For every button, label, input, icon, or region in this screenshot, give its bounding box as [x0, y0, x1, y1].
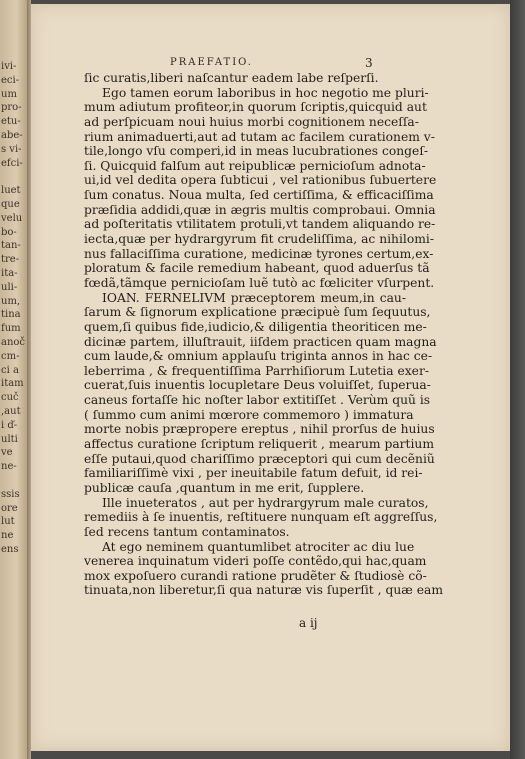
- facing-page-text-fragment: ve: [1, 447, 13, 459]
- text-line: nus fallaciſſima curatione, medicinæ tyrones certum,ex-: [84, 246, 434, 261]
- text-line: rium animaduerti,aut ad tutam ac facilem curationem v-: [84, 129, 435, 144]
- facing-page-text-fragment: eci-: [1, 74, 20, 86]
- text-line: ſum conatus. Noua multa, ſed certiſſima, & efficaciſſima: [84, 188, 434, 203]
- facing-page-text-fragment: abe-: [1, 130, 23, 141]
- text-line: ſarum & ſignorum explicatione præcipuè ſum ſequutus,: [84, 305, 431, 320]
- facing-page-text-fragment: etu-: [1, 116, 21, 128]
- text-line: morte nobis præpropere ereptus , nihil prorſus de huius: [84, 422, 435, 437]
- facing-page-text-fragment: um,: [1, 295, 21, 307]
- facing-page-text-fragment: fum: [1, 323, 21, 335]
- paragraph: [84, 539, 444, 599]
- facing-page-text-fragment: s vi-: [1, 143, 22, 155]
- background-edge: [510, 0, 525, 759]
- text-line: præſidia addidi,quæ in ægris multis comprobaui. Omnia: [84, 202, 436, 217]
- text-line: ploratum & facile remedium habeant, quod aduerſus tã: [84, 261, 430, 276]
- text-line: cum laude,& omnium applauſu triginta annos in hac ce-: [84, 349, 433, 364]
- facing-page-text-fragment: i ď-: [1, 419, 18, 431]
- facing-page-text-fragment: luet: [1, 185, 21, 197]
- text-line: ad perſpicuam noui huius morbi cognitionem neceſſa-: [84, 114, 419, 129]
- facing-page-text-fragment: efci-: [1, 157, 23, 169]
- facing-page-text-fragment: ens: [1, 544, 19, 555]
- text-line: quem,ſi quibus fide,iudicio,& diligentia theoriticen me-: [84, 319, 427, 334]
- facing-page-text-fragment: itam: [1, 378, 24, 390]
- paragraph: [84, 495, 438, 540]
- text-line: mum adiutum profiteor,in quorum ſcriptis,quicquid aut: [84, 100, 427, 115]
- signature-mark: a ij: [299, 616, 318, 630]
- facing-page-text-fragment: que: [1, 199, 20, 210]
- facing-page-text-fragment: tre-: [1, 254, 20, 266]
- text-line: familiariſſimè vixi , per ineuitabile fatum defuit, id rei-: [84, 466, 423, 481]
- facing-page-text-fragment: velu: [1, 212, 23, 224]
- facing-page-text-fragment: cuč: [1, 392, 19, 404]
- facing-page-edge: [0, 0, 27, 759]
- facing-page-text-fragment: anoč: [1, 337, 26, 348]
- facing-page-text-fragment: lut: [1, 516, 15, 528]
- text-line: venerea inquinatum videri poſſe contẽdo,qui hac,quam: [84, 554, 427, 569]
- text-line: Ego tamen eorum laboribus in hoc negotio me pluri-: [102, 85, 429, 100]
- text-line: ſi. Quicquid falſum aut reipublicæ pernicioſum adnota-: [84, 158, 426, 173]
- running-title: PRAEFATIO.: [170, 57, 253, 68]
- text-line: IOAN. FERNELIVM præceptorem meum,in cau-: [102, 290, 406, 305]
- page-number: 3: [365, 56, 373, 70]
- facing-page-text-fragment: tina: [1, 309, 21, 321]
- text-line: leberrima , & frequentiſſima Parrhiſiorum Lutetia exer-: [84, 363, 429, 378]
- text-line: tinuata,non liberetur,ſi qua naturæ vis ſuperſit , quæ eam: [84, 583, 444, 598]
- facing-page-text-fragment: ne-: [1, 461, 17, 473]
- text-line: publicæ cauſa ,quantum in me erit, ſupplere.: [84, 480, 365, 495]
- text-line: fœdã,tãmque pernicioſam luẽ tutò ac fœliciter vſurpent.: [84, 275, 435, 290]
- facing-page-text-fragment: uli-: [1, 281, 18, 293]
- text-line: ( ſummo cum animi mœrore commemoro ) immatura: [84, 407, 414, 422]
- text-line: At ego neminem quantumlibet atrociter ac diu lue: [102, 539, 415, 554]
- text-line: dicinæ partem, illuſtrauit, iiſdem practicen quam magna: [84, 334, 437, 349]
- facing-page-text-fragment: ivi-: [1, 61, 17, 72]
- facing-page-text-fragment: ,aut: [1, 406, 21, 417]
- facing-page-text-fragment: pro-: [1, 102, 22, 114]
- facing-page-text-fragment: ore: [1, 502, 18, 514]
- text-line: ui,id vel dedita opera ſubticui , vel rationibus ſubuertere: [84, 173, 437, 188]
- text-line: eſſe putaui,quod chariſſimo præceptori qui cum decẽniũ: [84, 451, 435, 466]
- facing-page-text-fragment: ci a: [1, 364, 19, 376]
- text-line: cuerat,ſuis inuentis locupletare Deus voluiſſet, ſuperua-: [84, 378, 431, 393]
- facing-page-text-fragment: um: [1, 88, 17, 100]
- text-line: Ille inueteratos , aut per hydrargyrum male curatos,: [102, 495, 429, 510]
- paragraph: [84, 71, 406, 86]
- text-line: affectus curatione ſcriptum reliquerit , mearum partium: [84, 437, 435, 452]
- facing-page-text-fragment: cm-: [1, 350, 20, 362]
- text-line: ad poſteritatis vtilitatem protuli,vt tandem aliquando re-: [84, 217, 436, 232]
- body-text: [84, 71, 444, 598]
- facing-page-text-fragment: ita-: [1, 268, 18, 279]
- facing-page-text-fragment: ulti: [1, 433, 18, 445]
- book-page: [31, 4, 510, 751]
- text-line: tile,longo vſu comperi,id in meas lucubrationes congeſ-: [84, 144, 429, 159]
- paragraph: [84, 85, 437, 291]
- facing-page-text-fragment: ssis: [1, 488, 20, 500]
- text-line: caneus fortaſſe hic noſter labor extitiſſet . Verùm quũ is: [84, 393, 431, 408]
- facing-page-text-fragment: tan-: [1, 240, 21, 252]
- facing-page-text-fragment: ne: [1, 530, 14, 542]
- text-line: ſic curatis,liberi naſcantur eadem labe reſperſi.: [84, 71, 379, 85]
- facing-page-text-fragment: bo-: [1, 226, 17, 238]
- text-line: mox expoſuero curandi ratione prudẽter & ſtudiosè cõ-: [84, 568, 427, 583]
- paragraph: [84, 290, 437, 496]
- text-line: remediis à ſe inuentis, reſtituere nunquam eſt aggreſſus,: [84, 510, 438, 525]
- text-line: iecta,quæ per hydrargyrum fit crudeliſſima, ac nihilomi-: [84, 232, 434, 247]
- text-line: ſed recens tantum contaminatos.: [84, 524, 290, 539]
